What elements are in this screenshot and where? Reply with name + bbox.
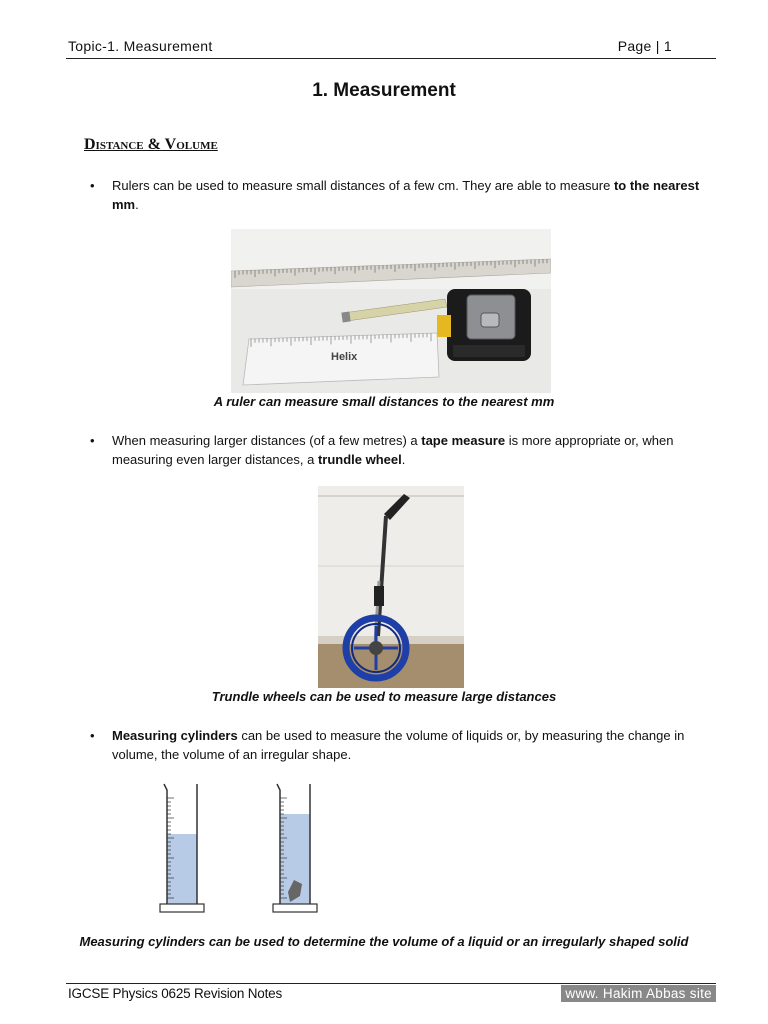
page-footer [66,986,716,1006]
ruler-illustration [231,229,551,393]
bullet-tape-measure [90,431,716,469]
caption-ruler: A ruler can measure small distances to the nearest mm [213,394,555,409]
bullet-rulers [90,176,716,214]
bullet-text: . [135,197,139,212]
bullet-bold-text: trundle wheel [317,452,402,467]
page-header [66,38,716,58]
bullet-dot: • [90,728,95,743]
ruler-photo [231,229,551,393]
bullet-text: . [401,452,406,467]
cylinders-illustration [150,780,330,916]
trundle-wheel-photo [318,486,464,688]
trundle-wheel-illustration [318,486,464,688]
footer-rule [66,983,716,984]
measuring-cylinders-diagram [150,780,330,916]
header-page-number: Page | 1 [617,38,672,54]
caption-trundle: Trundle wheels can be used to measure large distances [211,689,557,704]
page-title: 1. Measurement [312,80,456,101]
bullet-measuring-cylinders [90,726,716,764]
bullet-text: can be used to measure the volume of liquids or, by measuring the change in volume, the volume of an irregular shape. [112,728,685,762]
bullet-bold-text: Measuring cylinders [112,728,238,743]
bullet-dot: • [90,433,95,448]
header-topic: Topic-1. Measurement [68,38,213,54]
header-rule [66,58,716,59]
bullet-text: Rulers can be used to measure small distances of a few cm. They are able to measure [112,178,614,193]
bullet-dot: • [90,178,95,193]
bullet-bold-text: to the nearest mm [112,178,700,212]
caption-cylinders: Measuring cylinders can be used to determine the volume of a liquid or an irregularly shaped solid [79,934,689,949]
footer-left-text: IGCSE Physics 0625 Revision Notes [68,986,282,1001]
bullet-text: When measuring larger distances (of a few metres) a [112,433,422,448]
footer-website-badge: www. Hakim Abbas site [561,985,716,1002]
ruler-brand-label: Helix [331,351,358,363]
section-heading: Distance & Volume [84,136,218,153]
bullet-text: is more appropriate or, when measuring even larger distances, a [112,433,674,467]
bullet-bold-text: tape measure [421,433,506,448]
